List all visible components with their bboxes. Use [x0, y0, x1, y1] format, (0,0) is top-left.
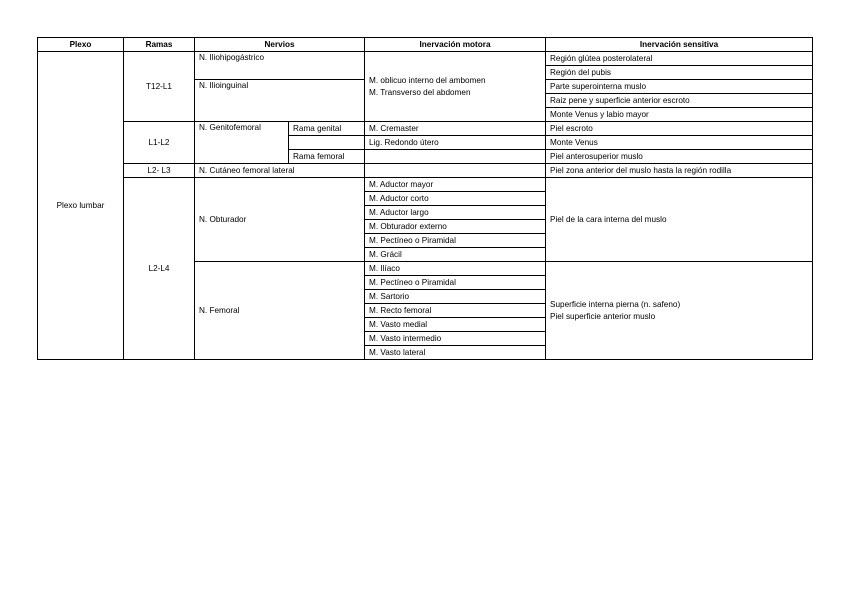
motora-cell: M. Aductor largo [365, 206, 546, 220]
sensitiva-cell: Parte superointerna muslo [546, 80, 813, 94]
plexo-cell: Plexo lumbar [38, 52, 124, 360]
motora-line: M. oblicuo interno del ambomen [369, 75, 486, 85]
nervio-cell: N. Cutáneo femoral lateral [195, 164, 365, 178]
rama-cell: L2- L3 [124, 164, 195, 178]
header-row [38, 38, 813, 52]
header-ramas: Ramas [124, 38, 195, 52]
subrama-cell: Rama genital [289, 122, 365, 136]
motora-cell: M. Sartorio [365, 290, 546, 304]
subrama-cell: Rama femoral [289, 150, 365, 164]
rama-cell: L2-L4 [124, 178, 195, 360]
motora-cell: Lig. Redondo útero [365, 136, 546, 150]
motora-cell: M. Recto femoral [365, 304, 546, 318]
table-row [38, 122, 813, 136]
sensitiva-cell: Monte Venus y labio mayor [546, 108, 813, 122]
motora-cell: M. Ilíaco [365, 262, 546, 276]
motora-cell: M. Obturador externo [365, 220, 546, 234]
sensitiva-cell: Región del pubis [546, 66, 813, 80]
sensitiva-cell: Piel de la cara interna del muslo [546, 178, 813, 262]
sensitiva-cell: Piel escroto [546, 122, 813, 136]
sensitiva-line: Superficie interna pierna (n. safeno) [550, 299, 681, 309]
table-row [38, 178, 813, 192]
sensitiva-cell: Raiz pene y superficie anterior escroto [546, 94, 813, 108]
motora-line: M. Transverso del abdomen [369, 87, 471, 97]
nervio-cell: N. Iliohipogástrico [195, 52, 365, 80]
sensitiva-cell: Monte Venus [546, 136, 813, 150]
sensitiva-cell: Piel zona anterior del muslo hasta la región rodilla [546, 164, 813, 178]
motora-cell: M. Pectíneo o Piramidal [365, 276, 546, 290]
rama-cell: T12-L1 [124, 52, 195, 122]
sensitiva-cell: Región glútea posterolateral [546, 52, 813, 66]
motora-cell: M. Pectíneo o Piramidal [365, 234, 546, 248]
header-nervios: Nervios [195, 38, 365, 52]
subrama-cell [289, 136, 365, 150]
sensitiva-cell: Piel anterosuperior muslo [546, 150, 813, 164]
motora-cell: M. Vasto medial [365, 318, 546, 332]
rama-cell: L1-L2 [124, 122, 195, 164]
motora-cell [365, 150, 546, 164]
table-row [38, 164, 813, 178]
sensitiva-cell [546, 262, 813, 360]
nervio-cell: N. Femoral [195, 262, 365, 360]
header-sensitiva: Inervación sensitiva [546, 38, 813, 52]
motora-cell: M. Grácil [365, 248, 546, 262]
motora-cell: M. Cremaster [365, 122, 546, 136]
motora-cell: M. Aductor corto [365, 192, 546, 206]
header-plexo: Plexo [38, 38, 124, 52]
table-row [38, 52, 813, 66]
motora-cell [365, 52, 546, 122]
sensitiva-line: Piel superficie anterior muslo [550, 311, 656, 321]
motora-cell: M. Aductor mayor [365, 178, 546, 192]
nervio-cell: N. Obturador [195, 178, 365, 262]
header-motora: Inervación motora [365, 38, 546, 52]
nervio-cell: N. Genitofemoral [195, 122, 289, 164]
nervio-cell: N. Ilioinguinal [195, 80, 365, 122]
motora-cell: M. Vasto lateral [365, 346, 546, 360]
motora-cell: M. Vasto intermedio [365, 332, 546, 346]
plexo-lumbar-table [37, 37, 813, 360]
motora-cell [365, 164, 546, 178]
